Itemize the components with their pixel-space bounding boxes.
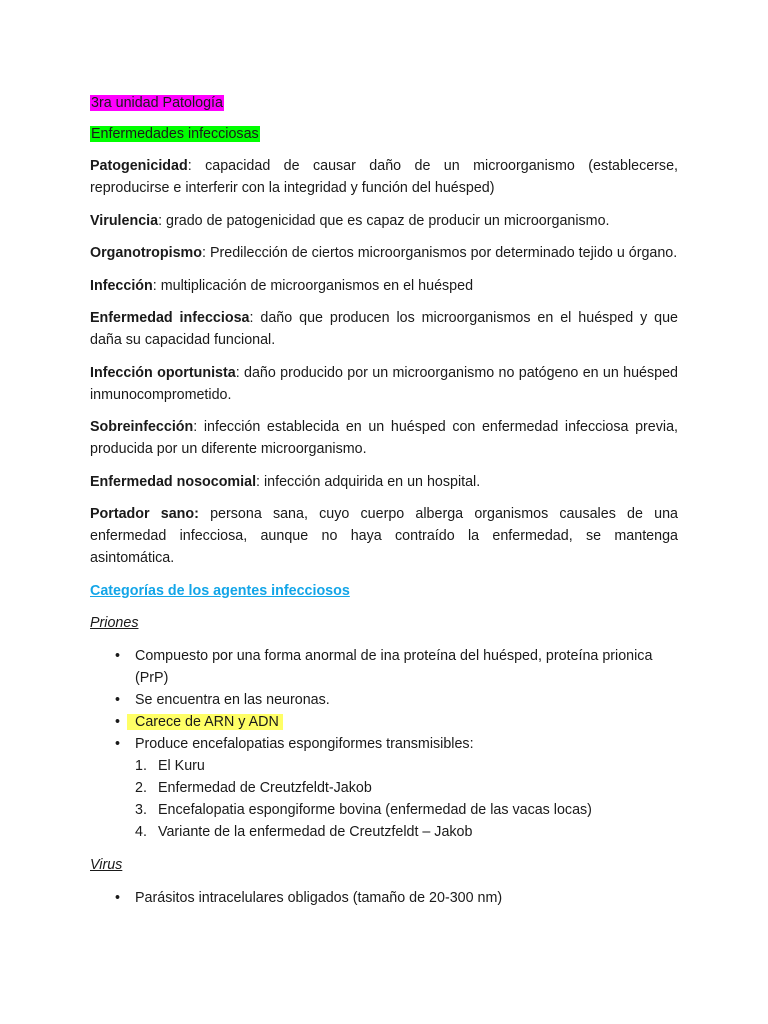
definition-paragraph (90, 307, 678, 351)
definition-term: Patogenicidad (90, 158, 188, 174)
doc-subtitle-line (90, 123, 678, 145)
numbered-item-text: Variante de la enfermedad de Creutzfeldt – Jakob (158, 824, 473, 840)
definition-text: infección establecida en un huésped con enfermedad infecciosa previa, producida por un diferente microorganismo. (90, 419, 678, 457)
numbered-item (135, 821, 678, 843)
definition-text: Predilección de ciertos microorganismos por determinado tejido u órgano. (205, 245, 678, 261)
definition-text: multiplicación de microorganismos en el huésped (156, 277, 474, 294)
definition-separator: : (249, 310, 254, 326)
numbered-item (135, 777, 678, 799)
bullet-icon: • (115, 714, 121, 730)
list-item (90, 711, 678, 733)
highlighted-list-item-text: Carece de ARN y ADN (127, 714, 283, 730)
list-item (90, 887, 678, 909)
list-item (90, 689, 678, 711)
definition-term: Sobreinfección (90, 419, 194, 435)
definition-separator: : (235, 364, 240, 381)
definition-term: Infección oportunista (90, 364, 236, 381)
definition-separator: : (256, 473, 261, 490)
definition-text: persona sana, cuyo cuerpo alberga organismos causales de una enfermedad infecciosa, aunque no haya contraído la enfermedad, se mantenga asintomática. (90, 506, 678, 566)
list-item (90, 733, 678, 843)
definition-paragraph (90, 210, 678, 232)
doc-title-line (90, 92, 678, 114)
numbered-item-text: Encefalopatia espongiforme bovina (enfermedad de las vacas locas) (158, 802, 592, 818)
definition-text: grado de patogenicidad que es capaz de producir un microorganismo. (162, 212, 610, 229)
definition-term: Enfermedad nosocomial (90, 473, 257, 490)
definition-term: Organotropismo (90, 245, 202, 261)
definition-separator: : (152, 277, 157, 294)
definition-term: Enfermedad infecciosa (90, 310, 250, 326)
definition-term: Portador sano: (90, 506, 199, 522)
definition-separator: : (193, 419, 198, 435)
definition-separator: : (187, 158, 192, 174)
virus-heading: Virus (90, 857, 123, 873)
definition-paragraph (90, 416, 678, 460)
definition-text: daño producido por un microorganismo no patógeno en un huésped inmunocomprometido. (90, 364, 679, 403)
priones-numbered-list (135, 755, 678, 843)
list-item-text: Parásitos intracelulares obligados (tamaño de 20-300 nm) (135, 890, 503, 906)
list-item-text: Compuesto por una forma anormal de ina proteína del huésped, proteína prionica (PrP) (135, 648, 653, 686)
bullet-icon: • (115, 648, 121, 664)
definition-text: infección adquirida en un hospital. (260, 473, 481, 490)
definition-paragraph (90, 362, 678, 406)
section-heading-link[interactable]: Categorías de los agentes infecciosos (90, 582, 350, 599)
definition-paragraph (90, 471, 678, 493)
priones-bullet-list (90, 645, 678, 843)
doc-title: 3ra unidad Patología (91, 95, 223, 111)
numbered-item-text: Enfermedad de Creutzfeldt-Jakob (158, 780, 372, 796)
item-number: 2. (135, 780, 147, 796)
definition-paragraph (90, 503, 678, 569)
definition-separator: : (158, 212, 163, 229)
definition-term: Virulencia (90, 212, 159, 229)
item-number: 3. (135, 802, 147, 818)
list-item-text: Se encuentra en las neuronas. (135, 692, 330, 708)
virus-bullet-list (90, 887, 678, 909)
bullet-icon: • (115, 890, 121, 906)
numbered-item-text: El Kuru (158, 758, 205, 774)
definition-paragraph (90, 242, 678, 264)
bullet-icon: • (115, 692, 121, 708)
bullet-icon: • (115, 736, 121, 752)
definition-text: daño que producen los microorganismos en el huésped y que daña su capacidad funcional. (90, 310, 678, 348)
list-item-text: Produce encefalopatias espongiformes transmisibles: (135, 736, 474, 752)
priones-heading: Priones (90, 615, 139, 631)
definition-separator: : (202, 245, 206, 261)
item-number: 4. (135, 824, 147, 840)
list-item (90, 645, 678, 689)
definition-paragraph (90, 275, 678, 297)
definition-text: capacidad de causar daño de un microorganismo (establecerse, reproducirse e interferir con la integridad y función del huésped) (90, 158, 678, 196)
numbered-item (135, 755, 678, 777)
doc-subtitle: Enfermedades infecciosas (91, 126, 259, 142)
item-number: 1. (135, 758, 147, 774)
numbered-item (135, 799, 678, 821)
definition-paragraph (90, 155, 678, 199)
definition-term: Infección (90, 277, 153, 294)
